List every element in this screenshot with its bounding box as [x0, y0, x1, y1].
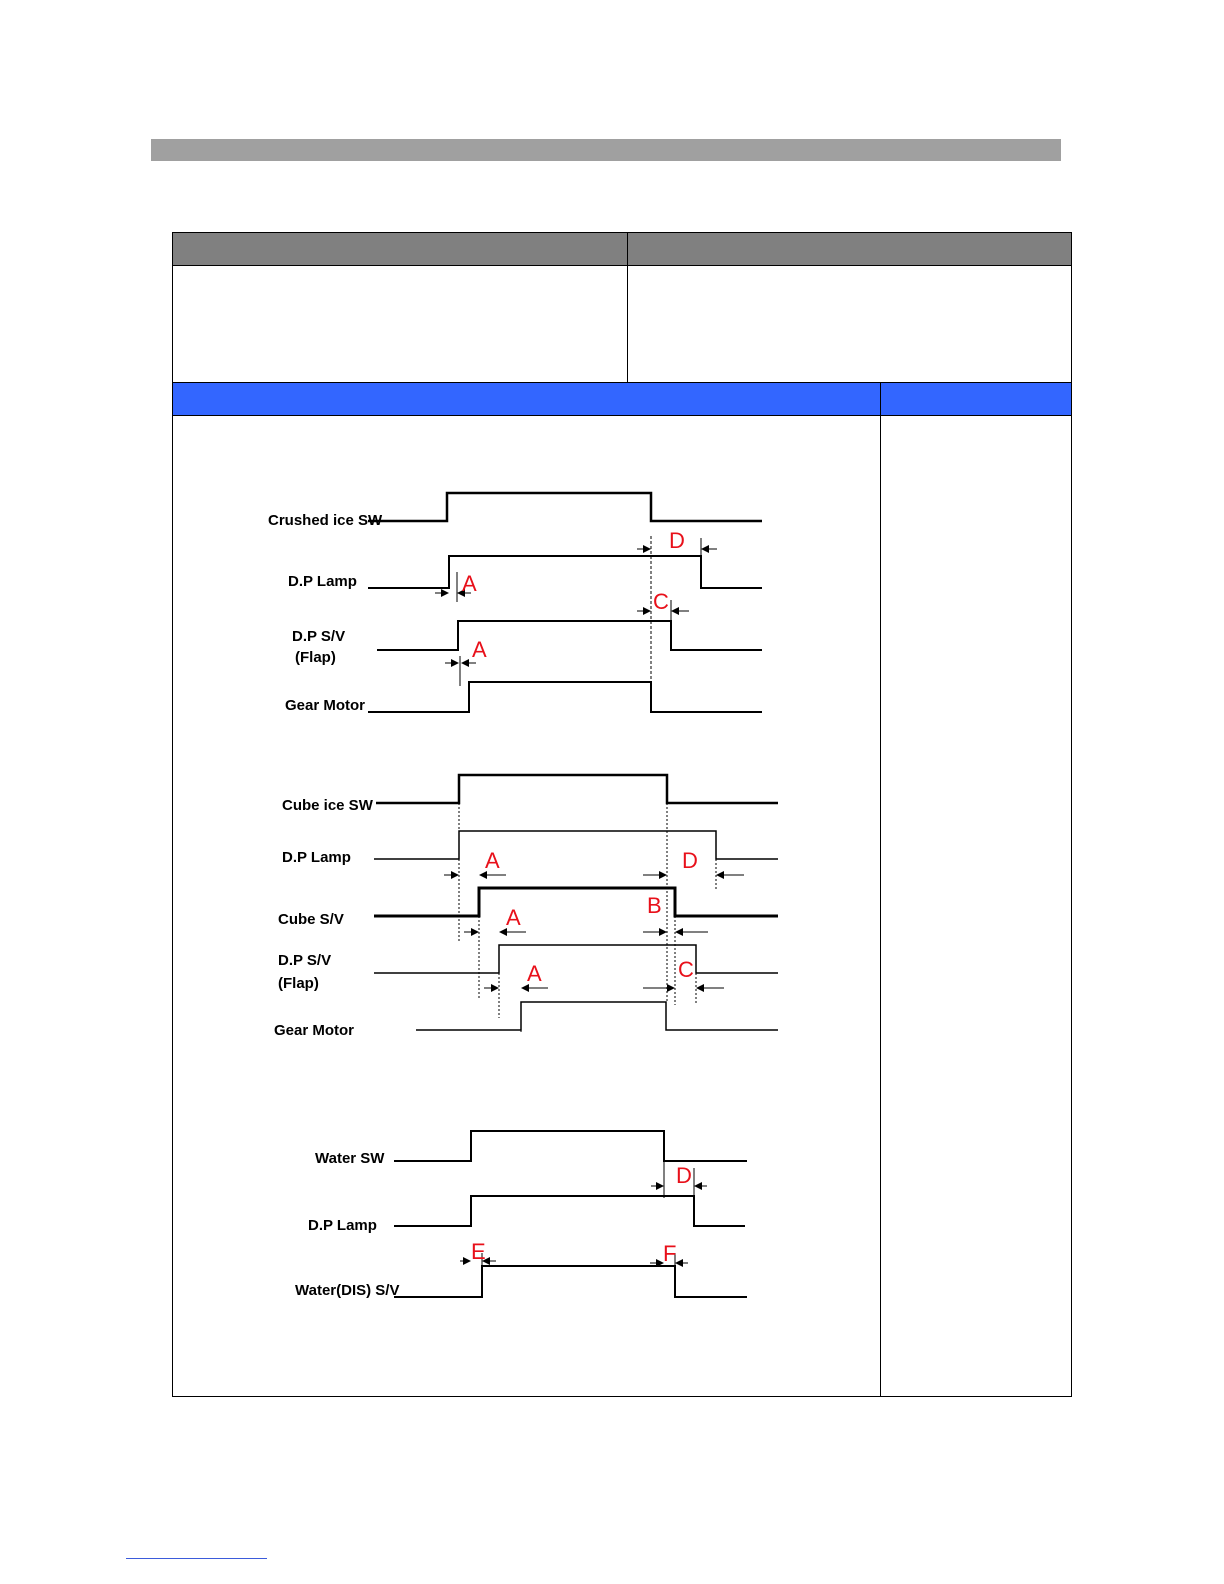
waveform [374, 831, 778, 859]
waveform [374, 945, 778, 973]
waveform [394, 1196, 745, 1226]
signal-label: Water(DIS) S/V [295, 1282, 400, 1299]
signal-label: Gear Motor [285, 697, 366, 714]
timing-mark: D [669, 528, 685, 553]
signal-sublabel: (Flap) [278, 975, 319, 992]
signal-label: Cube ice SW [282, 797, 373, 814]
signal-label: D.P Lamp [308, 1217, 377, 1234]
waveform [394, 1131, 747, 1161]
waveform [394, 1266, 747, 1297]
signal-label: Gear Motor [274, 1022, 355, 1039]
timing-mark: B [647, 893, 662, 918]
waveform [368, 556, 762, 588]
timing-mark: A [485, 848, 500, 873]
waveform [374, 888, 778, 916]
signal-label: D.P Lamp [282, 849, 351, 866]
signal-label: D.P Lamp [288, 573, 357, 590]
crushed-ice-diagram [268, 493, 762, 714]
timing-mark: A [527, 961, 542, 986]
signal-label: D.P S/V [278, 952, 332, 969]
waveform [416, 1002, 778, 1030]
timing-mark: C [678, 957, 694, 982]
timing-mark: A [506, 905, 521, 930]
waveform [368, 493, 762, 521]
timing-mark: F [663, 1241, 677, 1266]
timing-mark: E [471, 1239, 486, 1264]
signal-label: Crushed ice SW [268, 512, 383, 529]
cube-ice-diagram [274, 775, 778, 1039]
timing-mark: D [682, 848, 698, 873]
signal-label: Water SW [315, 1150, 385, 1167]
signal-sublabel: (Flap) [295, 649, 336, 666]
footer-link-underline [126, 1558, 267, 1559]
waveform [368, 682, 762, 712]
waveform [376, 775, 778, 803]
water-diagram [295, 1131, 747, 1299]
timing-mark: A [462, 571, 477, 596]
timing-mark: A [472, 637, 487, 662]
timing-mark: D [676, 1163, 692, 1188]
waveform [377, 621, 762, 650]
signal-label: D.P S/V [292, 628, 346, 645]
timing-mark: C [653, 589, 669, 614]
signal-label: Cube S/V [278, 911, 344, 928]
